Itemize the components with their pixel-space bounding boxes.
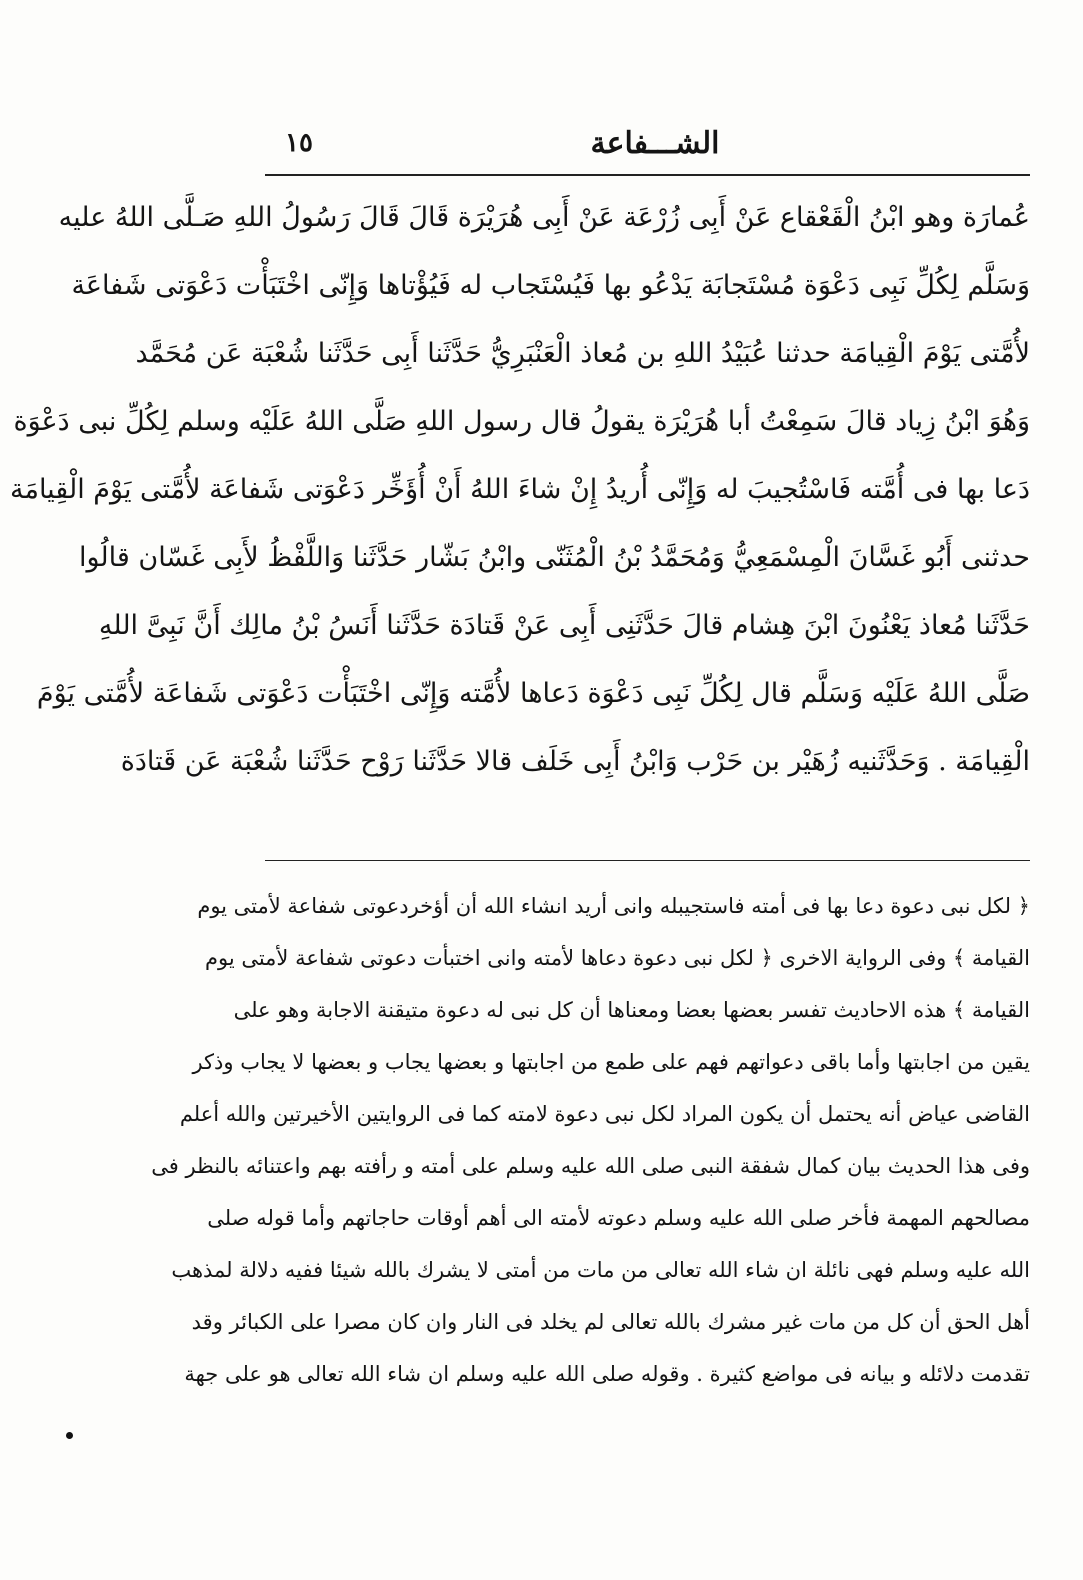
- hadith-line: لأُمَّتى يَوْمَ الْقِيامَة حدثنا عُبَيْدُ اللهِ بن مُعاذ الْعَنْبَرِيُّ حَدَّثَنا أَبِى حَدَّثَنا شُعْبَة عَن مُحَمَّد: [135, 338, 1030, 369]
- hadith-line: حَدَّثَنا مُعاذ يَعْنُونَ ابْنَ هِشام قالَ حَدَّثَنِى أَبِى عَنْ قَتادَة حَدَّثَنا أَنَسُ بْنُ مالِك أَنَّ نَبِىَّ اللهِ: [98, 610, 1030, 641]
- commentary-line: أهل الحق أن كل من مات غير مشرك بالله تعالى لم يخلد فى النار وان كان مصرا على الكبائر وقد: [191, 1310, 1030, 1334]
- page-header: [265, 118, 1045, 174]
- hadith-line: الْقِيامَة . وَحَدَّثَنيه زُهَيْر بن حَرْب وَابْنُ أَبِى خَلَف قالا حَدَّثَنا رَوْح حَدَّثَنا شُعْبَة عَن قَتادَة: [120, 746, 1030, 777]
- commentary-line: الله عليه وسلم فهى نائلة ان شاء الله تعالى من مات من أمتى لا يشرك بالله شيئا ففيه دلالة لمذهب: [171, 1258, 1030, 1282]
- commentary-line: القيامة ﴾ هذه الاحاديث تفسر بعضها بعضا ومعناها أن كل نبى له دعوة متيقنة الاجابة وهو على: [233, 998, 1030, 1022]
- hadith-line: عُمارَة وهو ابْنُ الْقَعْقاع عَنْ أَبِى زُرْعَة عَنْ أَبِى هُرَيْرَة قَالَ قَالَ رَسُولُ اللهِ صَـلَّى اللهُ عليه: [58, 202, 1030, 233]
- hadith-text-block: [10, 184, 1030, 796]
- hadith-line: وَسَلَّم لِكُلِّ نَبِى دَعْوَة مُسْتَجابَة يَدْعُو بها فَيُسْتَجاب له فَيُؤْتاها وَإِنّى اخْتَبَأْت دَعْوَتى شَفاعَة: [71, 270, 1030, 301]
- section-divider: [265, 860, 1030, 861]
- margin-dot: [66, 1432, 73, 1439]
- hadith-line: صَلَّى اللهُ عَلَيْه وَسَلَّم قال لِكُلِّ نَبِى دَعْوَة دَعاها لأُمَّته وَإِنّى اخْتَبَأْت دَعْوَتى شَفاعَة لأُمَّتى يَوْمَ: [36, 678, 1030, 709]
- page-number: ١٥: [285, 128, 313, 158]
- commentary-line: القيامة ﴾ وفى الرواية الاخرى ﴿ لكل نبى دعوة دعاها لأمته وانى اختبأت دعوتى شفاعة لأمتى يوم: [204, 946, 1030, 970]
- commentary-line: القاضى عياض أنه يحتمل أن يكون المراد لكل نبى دعوة لامته كما فى الروايتين الأخيرتين والله أعلم: [179, 1102, 1030, 1126]
- commentary-line: مصالحهم المهمة فأخر صلى الله عليه وسلم دعوته لأمته الى أهم أوقات حاجاتهم وأما قوله صلى: [207, 1206, 1030, 1230]
- chapter-title: الشـــفاعة: [590, 126, 720, 161]
- commentary-block: [151, 880, 1030, 1400]
- commentary-line: ﴿ لكل نبى دعوة دعا بها فى أمته فاستجيبله وانى أريد انشاء الله أن أؤخردعوتى شفاعة لأمتى يوم: [197, 894, 1030, 918]
- commentary-line: تقدمت دلائله و بيانه فى مواضع كثيرة . وقوله صلى الله عليه وسلم ان شاء الله تعالى هو على جهة: [184, 1362, 1030, 1386]
- commentary-line: وفى هذا الحديث بيان كمال شفقة النبى صلى الله عليه وسلم على أمته و رأفته بهم واعتنائه بالنظر فى: [151, 1154, 1030, 1178]
- hadith-line: دَعا بها فى أُمَّته فَاسْتُجيبَ له وَإِنّى أُريدُ إِنْ شاءَ اللهُ أَنْ أُؤَخِّر دَعْوَتى شَفاعَة لأُمَّتى يَوْمَ الْقِيامَة: [10, 474, 1030, 505]
- hadith-line: حدثنى أَبُو غَسَّانَ الْمِسْمَعِيُّ وَمُحَمَّدُ بْنُ الْمُثَنّى وابْنُ بَشّار حَدَّثَنا وَاللَّفْظُ لأَبِى غَسّان قالُوا: [78, 542, 1030, 573]
- hadith-line: وَهُوَ ابْنُ زِياد قالَ سَمِعْتُ أبا هُرَيْرَة يقولُ قال رسول اللهِ صَلَّى اللهُ عَلَيْه وسلم لِكُلِّ نبى دَعْوَة: [13, 406, 1030, 437]
- header-rule: [265, 174, 1030, 176]
- commentary-line: يقين من اجابتها وأما باقى دعواتهم فهم على طمع من اجابتها و بعضها يجاب و بعضها لا يجاب وذكر: [192, 1050, 1030, 1074]
